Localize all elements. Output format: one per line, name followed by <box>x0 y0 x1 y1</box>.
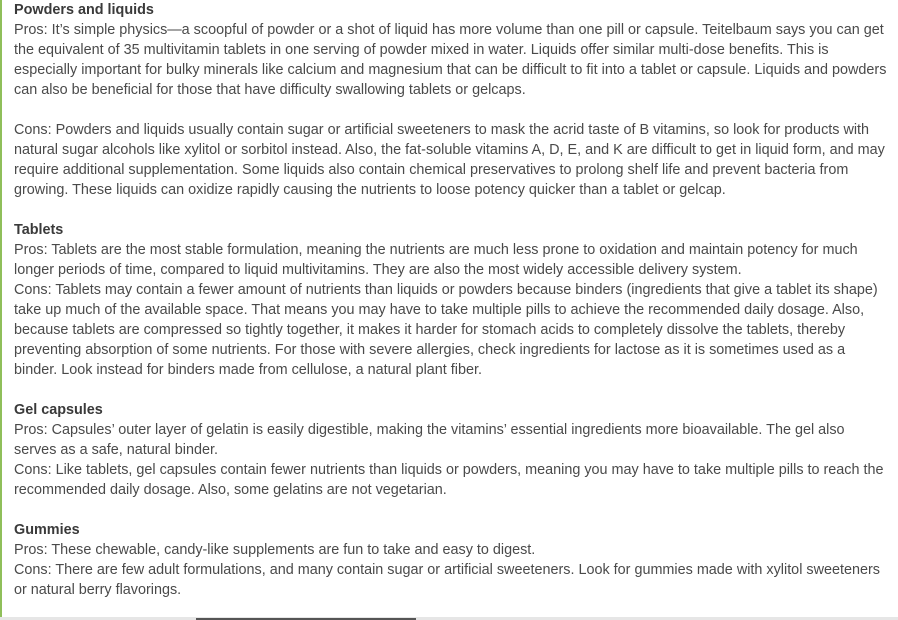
section-heading: Gummies <box>14 522 80 538</box>
section-gel-capsules <box>14 400 888 500</box>
pros-paragraph: Pros: Capsules’ outer layer of gelatin is easily digestible, making the vitamins’ essential ingredients more bioavailable. The gel also serves as a safe, natural binder. <box>14 422 845 458</box>
cons-paragraph: Cons: Like tablets, gel capsules contain fewer nutrients than liquids or powders, meaning you may have to take multiple pills to reach the recommended daily dosage. Also, some gelatins are not vegetarian. <box>14 462 884 498</box>
section-gummies <box>14 520 888 600</box>
section-tablets <box>14 220 888 380</box>
pros-paragraph: Pros: These chewable, candy-like supplements are fun to take and easy to digest. <box>14 542 536 558</box>
cons-paragraph: Cons: There are few adult formulations, and many contain sugar or artificial sweeteners. Look for gummies made with xylitol sweeteners or natural berry flavorings. <box>14 562 880 598</box>
section-heading: Powders and liquids <box>14 2 154 18</box>
article-body <box>14 0 888 620</box>
cons-paragraph: Cons: Powders and liquids usually contain sugar or artificial sweeteners to mask the acrid taste of B vitamins, so look for products with natural sugar alcohols like xylitol or sorbitol instead. Also, the fat-soluble vitamins A, D, E, and K are difficult to get in liquid form, and may require additional supplementation. Some liquids also contain chemical preservatives to prolong shelf life and prevent bacteria from growing. These liquids can oxidize rapidly causing the nutrients to loose potency quicker than a tablet or gelcap. <box>14 122 885 198</box>
section-powders-and-liquids <box>14 0 888 200</box>
pros-paragraph: Pros: It’s simple physics—a scoopful of powder or a shot of liquid has more volume than one pill or capsule. Teitelbaum says you can get the equivalent of 35 multivitamin tablets in one serving of powder mixed in water. Liquids offer similar multi-dose benefits. This is especially important for bulky minerals like calcium and magnesium that can be difficult to fit into a tablet or capsule. Liquids and powders can also be beneficial for those that have difficulty swallowing tablets or gelcaps. <box>14 22 887 98</box>
section-heading: Tablets <box>14 222 64 238</box>
cons-paragraph: Cons: Tablets may contain a fewer amount of nutrients than liquids or powders because binders (ingredients that give a tablet its shape) take up much of the available space. That means you may have to take multiple pills to achieve the recommended daily dosage. Also, because tablets are compressed so tightly together, it makes it harder for stomach acids to completely dissolve the tablets, thereby preventing absorption of some nutrients. For those with severe allergies, check ingredients for lactose as it is sometimes used as a binder. Look instead for binders made from cellulose, a natural plant fiber. <box>14 282 878 378</box>
section-heading: Gel capsules <box>14 402 103 418</box>
pros-paragraph: Pros: Tablets are the most stable formulation, meaning the nutrients are much less prone to oxidation and maintain potency for much longer periods of time, compared to liquid multivitamins. They are also the most widely accessible delivery system. <box>14 242 858 278</box>
left-accent-border <box>0 0 2 620</box>
